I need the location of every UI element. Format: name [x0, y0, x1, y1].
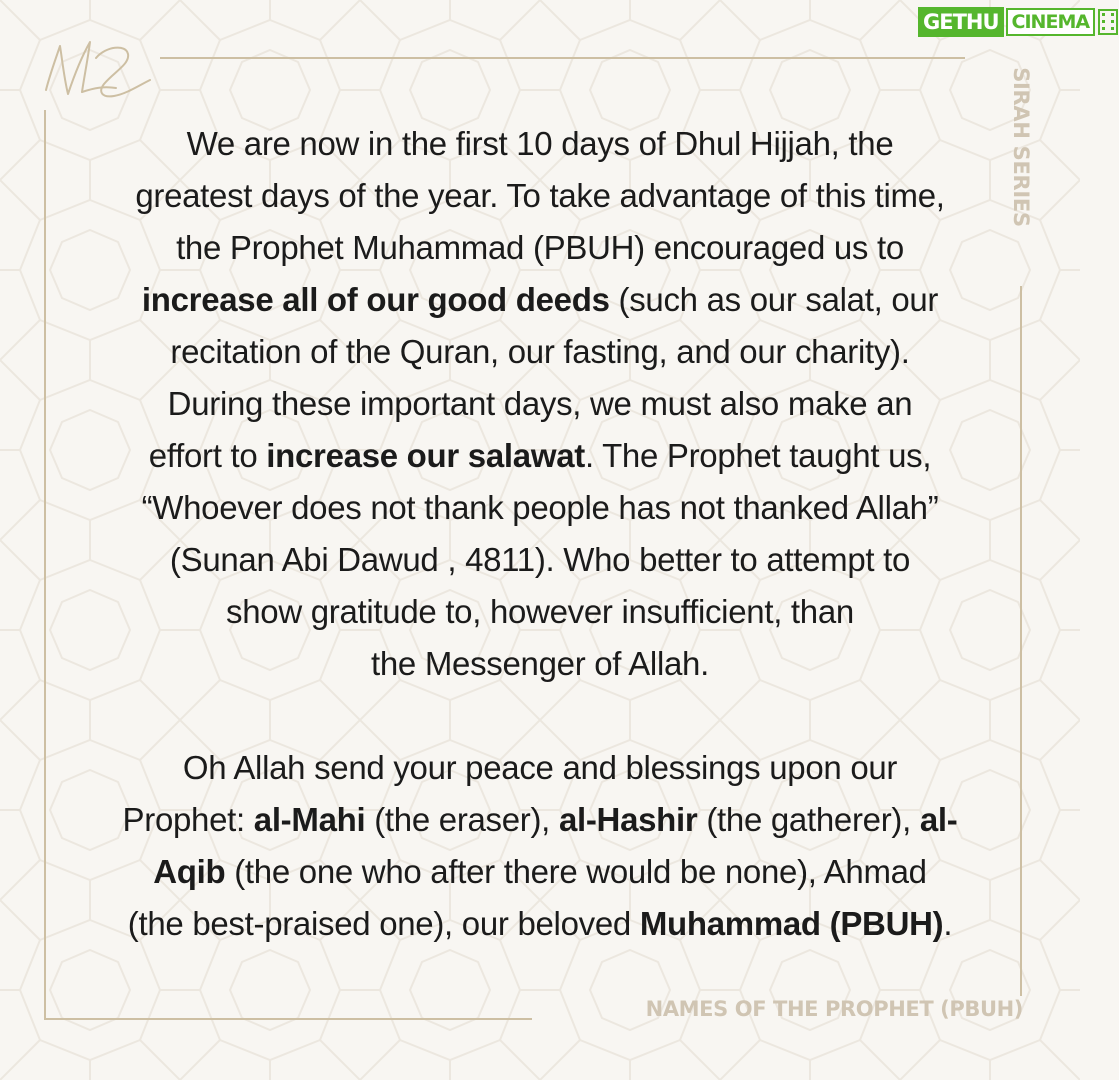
text-segment: Prophet: — [122, 801, 254, 838]
watermark-logo-part1: GETHU — [918, 7, 1004, 37]
text-line: (Sunan Abi Dawud , 4811). Who better to attempt to — [169, 541, 911, 578]
text-line: During these important days, we must also make an — [167, 385, 913, 422]
bold-phrase: increase all of our good deeds — [141, 281, 610, 318]
text-line: We are now in the first 10 days of Dhul Hijjah, the — [186, 125, 894, 162]
text-segment: (such as our salat, our — [609, 281, 939, 318]
footer-title: NAMES OF THE PROPHET (PBUH) — [645, 997, 1023, 1021]
text-segment: (the one who after there would be none), Ahmad — [225, 853, 927, 890]
text-line: show gratitude to, however insufficient, than — [226, 593, 854, 630]
bold-phrase: Aqib — [153, 853, 226, 890]
bold-phrase: al-Hashir — [558, 801, 698, 838]
text-segment: . The Prophet taught us, — [584, 437, 932, 474]
text-line: the Messenger of Allah. — [371, 645, 709, 682]
series-side-label-text: SIRAH SERIES — [1009, 67, 1034, 227]
text-line: greatest days of the year. To take advantage of this time, — [135, 177, 945, 214]
film-reel-icon — [1097, 8, 1119, 36]
bold-phrase: Muhammad (PBUH) — [639, 905, 944, 942]
text-line — [70, 794, 1010, 846]
watermark-logo-part2: CINEMA — [1006, 8, 1096, 36]
bold-phrase: increase our salawat — [266, 437, 585, 474]
text-segment: . — [943, 905, 953, 942]
signature-logo — [34, 28, 164, 108]
frame-right-line — [1020, 286, 1022, 996]
bold-phrase: al-Mahi — [253, 801, 366, 838]
text-line — [70, 430, 1010, 482]
text-line: the Prophet Muhammad (PBUH) encouraged us to — [176, 229, 904, 266]
bold-phrase: al- — [919, 801, 958, 838]
text-segment: (the best-praised one), our beloved — [127, 905, 640, 942]
text-line — [70, 274, 1010, 326]
paragraph-gap — [70, 690, 1010, 742]
text-segment: (the eraser), — [365, 801, 559, 838]
text-segment: effort to — [148, 437, 267, 474]
text-line — [70, 846, 1010, 898]
watermark-logo — [918, 5, 1119, 39]
text-segment: (the gatherer), — [697, 801, 920, 838]
main-text-block — [70, 118, 1010, 950]
text-line: recitation of the Quran, our fasting, and our charity). — [170, 333, 910, 370]
frame-bottom-line — [44, 1018, 532, 1020]
quote-line: “Whoever does not thank people has not thanked Allah” — [141, 489, 939, 526]
frame-left-line — [44, 110, 46, 1020]
frame-top-line — [160, 57, 965, 59]
text-line — [70, 898, 1010, 950]
text-line: Oh Allah send your peace and blessings upon our — [182, 749, 898, 786]
